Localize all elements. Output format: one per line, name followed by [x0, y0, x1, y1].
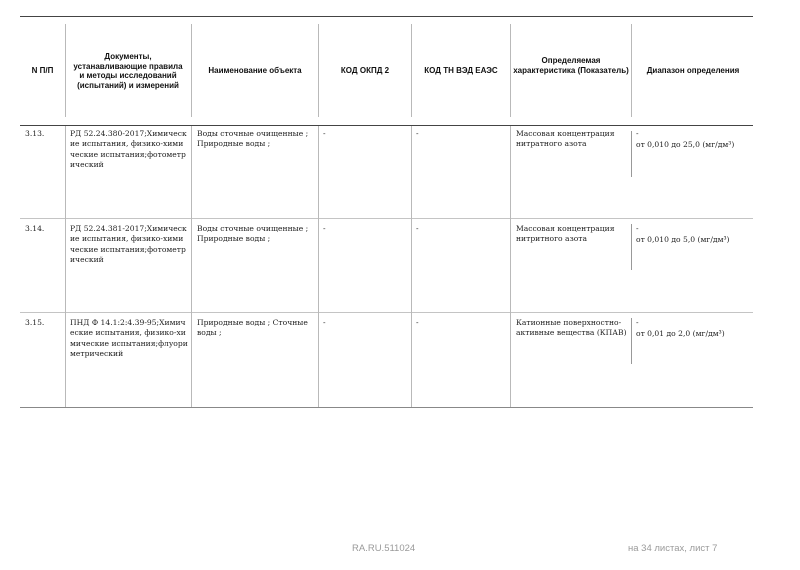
row-range-dash: - [636, 129, 639, 138]
row-range: от 0,010 до 5,0 (мг/дм³) [636, 235, 730, 244]
header-bottom-border [20, 125, 753, 126]
body-column-divider [318, 126, 319, 407]
header-number: N П/П [31, 66, 54, 75]
header-okpd2-code: КОД ОКПД 2 [340, 66, 390, 75]
row-object: Природные воды ; Сточные воды ; [197, 318, 308, 338]
header-column-divider [65, 24, 66, 117]
row-characteristic: Массовая концентрация нитритного азота [516, 224, 615, 244]
row-tnved: - [416, 129, 419, 138]
row-document: РД 52.24.380-2017;Химические испытания, физико-химические испытания;фотометрический [70, 129, 187, 170]
row-document: ПНД Ф 14.1:2:4.39-95;Химические испытания, физико-химические испытания;флуориметрический [70, 318, 188, 359]
row-range: от 0,010 до 25,0 (мг/дм³) [636, 140, 735, 149]
footer-registration-number: RA.RU.511024 [352, 543, 416, 554]
row-characteristic: Массовая концентрация нитратного азота [516, 129, 615, 149]
header-column-divider [631, 24, 632, 117]
row-number: 3.13. [25, 129, 45, 138]
footer-page-info: на 34 листах, лист 7 [628, 543, 718, 554]
row-okpd: - [323, 129, 326, 138]
body-column-divider [411, 126, 412, 407]
header-documents: Документы, устанавливающие правила и методы исследований (испытаний) и измерений [73, 52, 183, 90]
header-range: Диапазон определения [646, 66, 740, 75]
table-bottom-border [20, 407, 753, 408]
row-range: от 0,01 до 2,0 (мг/дм³) [636, 329, 725, 338]
row-number: 3.15. [25, 318, 45, 327]
row-divider [20, 312, 753, 313]
header-object-name: Наименование объекта [208, 66, 302, 75]
range-marker [631, 224, 632, 270]
header-tnved-code: КОД ТН ВЭД ЕАЭС [424, 66, 498, 75]
row-range-dash: - [636, 224, 639, 233]
header-column-divider [510, 24, 511, 117]
row-tnved: - [416, 318, 419, 327]
row-document: РД 52.24.381-2017;Химические испытания, физико-химические испытания;фотометрический [70, 224, 187, 265]
row-tnved: - [416, 224, 419, 233]
row-divider [20, 218, 753, 219]
body-column-divider [65, 126, 66, 407]
row-number: 3.14. [25, 224, 45, 233]
range-marker [631, 131, 632, 177]
body-column-divider [191, 126, 192, 407]
row-okpd: - [323, 318, 326, 327]
range-marker [631, 318, 632, 364]
table-top-border [20, 16, 753, 17]
header-characteristic: Определяемая характеристика (Показатель) [513, 56, 629, 75]
row-okpd: - [323, 224, 326, 233]
row-range-dash: - [636, 318, 639, 327]
row-characteristic: Катионные поверхностно-активные вещества (КПАВ) [516, 318, 627, 338]
row-object: Воды сточные очищенные ; Природные воды ; [197, 129, 309, 149]
row-object: Воды сточные очищенные ; Природные воды ; [197, 224, 309, 244]
body-column-divider [510, 126, 511, 407]
header-column-divider [191, 24, 192, 117]
